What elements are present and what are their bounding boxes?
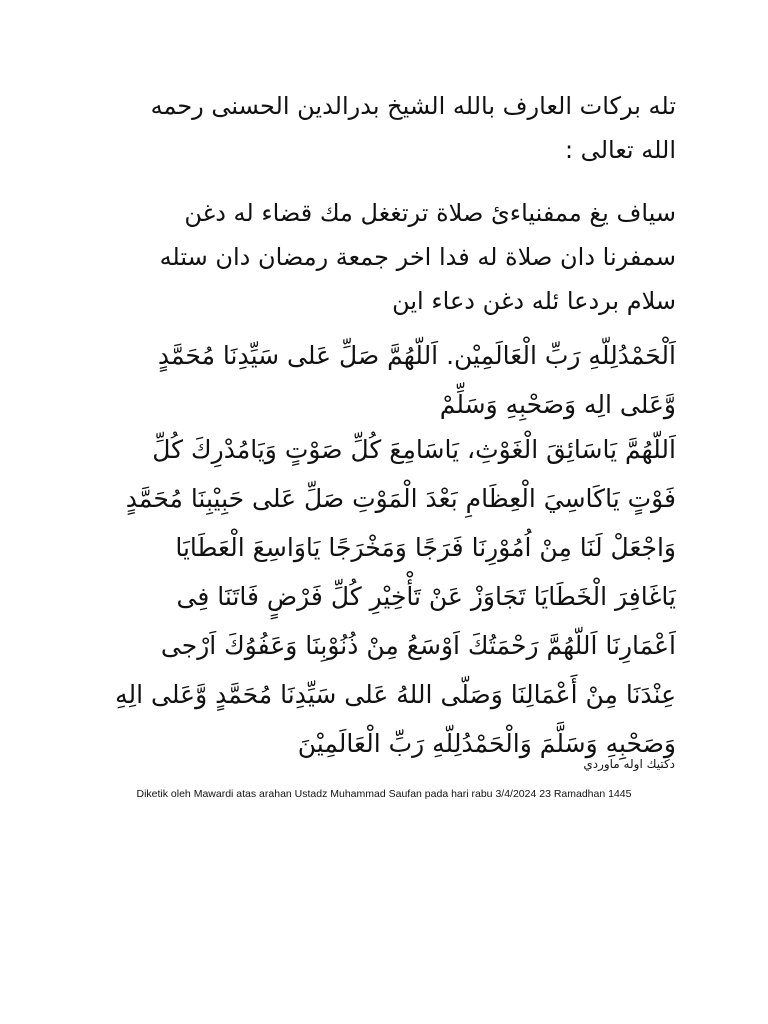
document-title (90, 84, 676, 172)
intro-paragraph (90, 191, 676, 323)
doa-line: اَعْمَارِنَا اَللّهُمَّ رَحْمَتُكَ اَوْسَعُ مِنْ ذُنُوْبِنَا وَعَفُوُكَ اَرْجى (160, 631, 676, 660)
typist-note: دكتيك اوله ماوردي (583, 757, 675, 771)
doa-line: يَاغَافِرَ الْخَطَايَا تَجَاوَزْ عَنْ تَأْخِيْرِ كُلِّ فَرْضٍ فَاتَنَا فِى (176, 582, 676, 611)
intro-line: سياف يغ ممفنياءﺉ صلاة ترتغغل مك قضاء له دغن (184, 199, 676, 227)
hamdalah-line: اَلْحَمْدُلِلّهِ رَبِّ الْعَالَمِيْن. اَللّهُمَّ صَلِّ عَلى سَيِّدِنَا مُحَمَّدٍ (157, 341, 676, 370)
hamdalah-paragraph (90, 331, 676, 429)
intro-line: سمفرنا دان صلاة له فدا اخر جمعة رمضان دان ستله (159, 243, 676, 271)
footer-note: Diketik oleh Mawardi atas arahan Ustadz Muhammad Saufan pada hari rabu 3/4/2024 23 Ramadhan 1445 (136, 788, 632, 800)
doa-line: عِنْدَنَا مِنْ أَعْمَالِنَا وَصَلّى اللهُ عَلى سَيِّدِنَا مُحَمَّدٍ وَّعَلى الِهِ (115, 680, 676, 709)
doa-line: فَوْتٍ يَاكَاسِيَ الْعِظَامِ بَعْدَ الْمَوْتِ صَلِّ عَلى حَبِيْبِنَا مُحَمَّدٍ (125, 484, 676, 513)
title-line: تله بركات العارف بالله الشيخ بدرالدين الحسنى رحمه (150, 92, 676, 120)
doa-paragraph (90, 425, 676, 768)
title-line: الله تعالى : (564, 136, 676, 164)
hamdalah-line: وَّعَلى الِه وَصَحْبِهِ وَسَلِّمْ (439, 390, 676, 419)
doa-line: وَصَحْبِهِ وَسَلَّمَ وَالْحَمْدُلِلّهِ رَبِّ الْعَالَمِيْنَ (297, 729, 676, 758)
intro-line: سلام بردعا ئله دغن دعاء اين (392, 287, 676, 315)
doa-line: وَاجْعَلْ لَنَا مِنْ اُمُوْرِنَا فَرَجًا وَمَخْرَجًا يَاوَاسِعَ الْعَطَايَا (175, 533, 676, 562)
doa-line: اَللّهُمَّ يَاسَائِقَ الْغَوْثِ، يَاسَامِعَ كُلِّ صَوْتٍ وَيَامُدْرِكَ كُلِّ (152, 435, 676, 464)
